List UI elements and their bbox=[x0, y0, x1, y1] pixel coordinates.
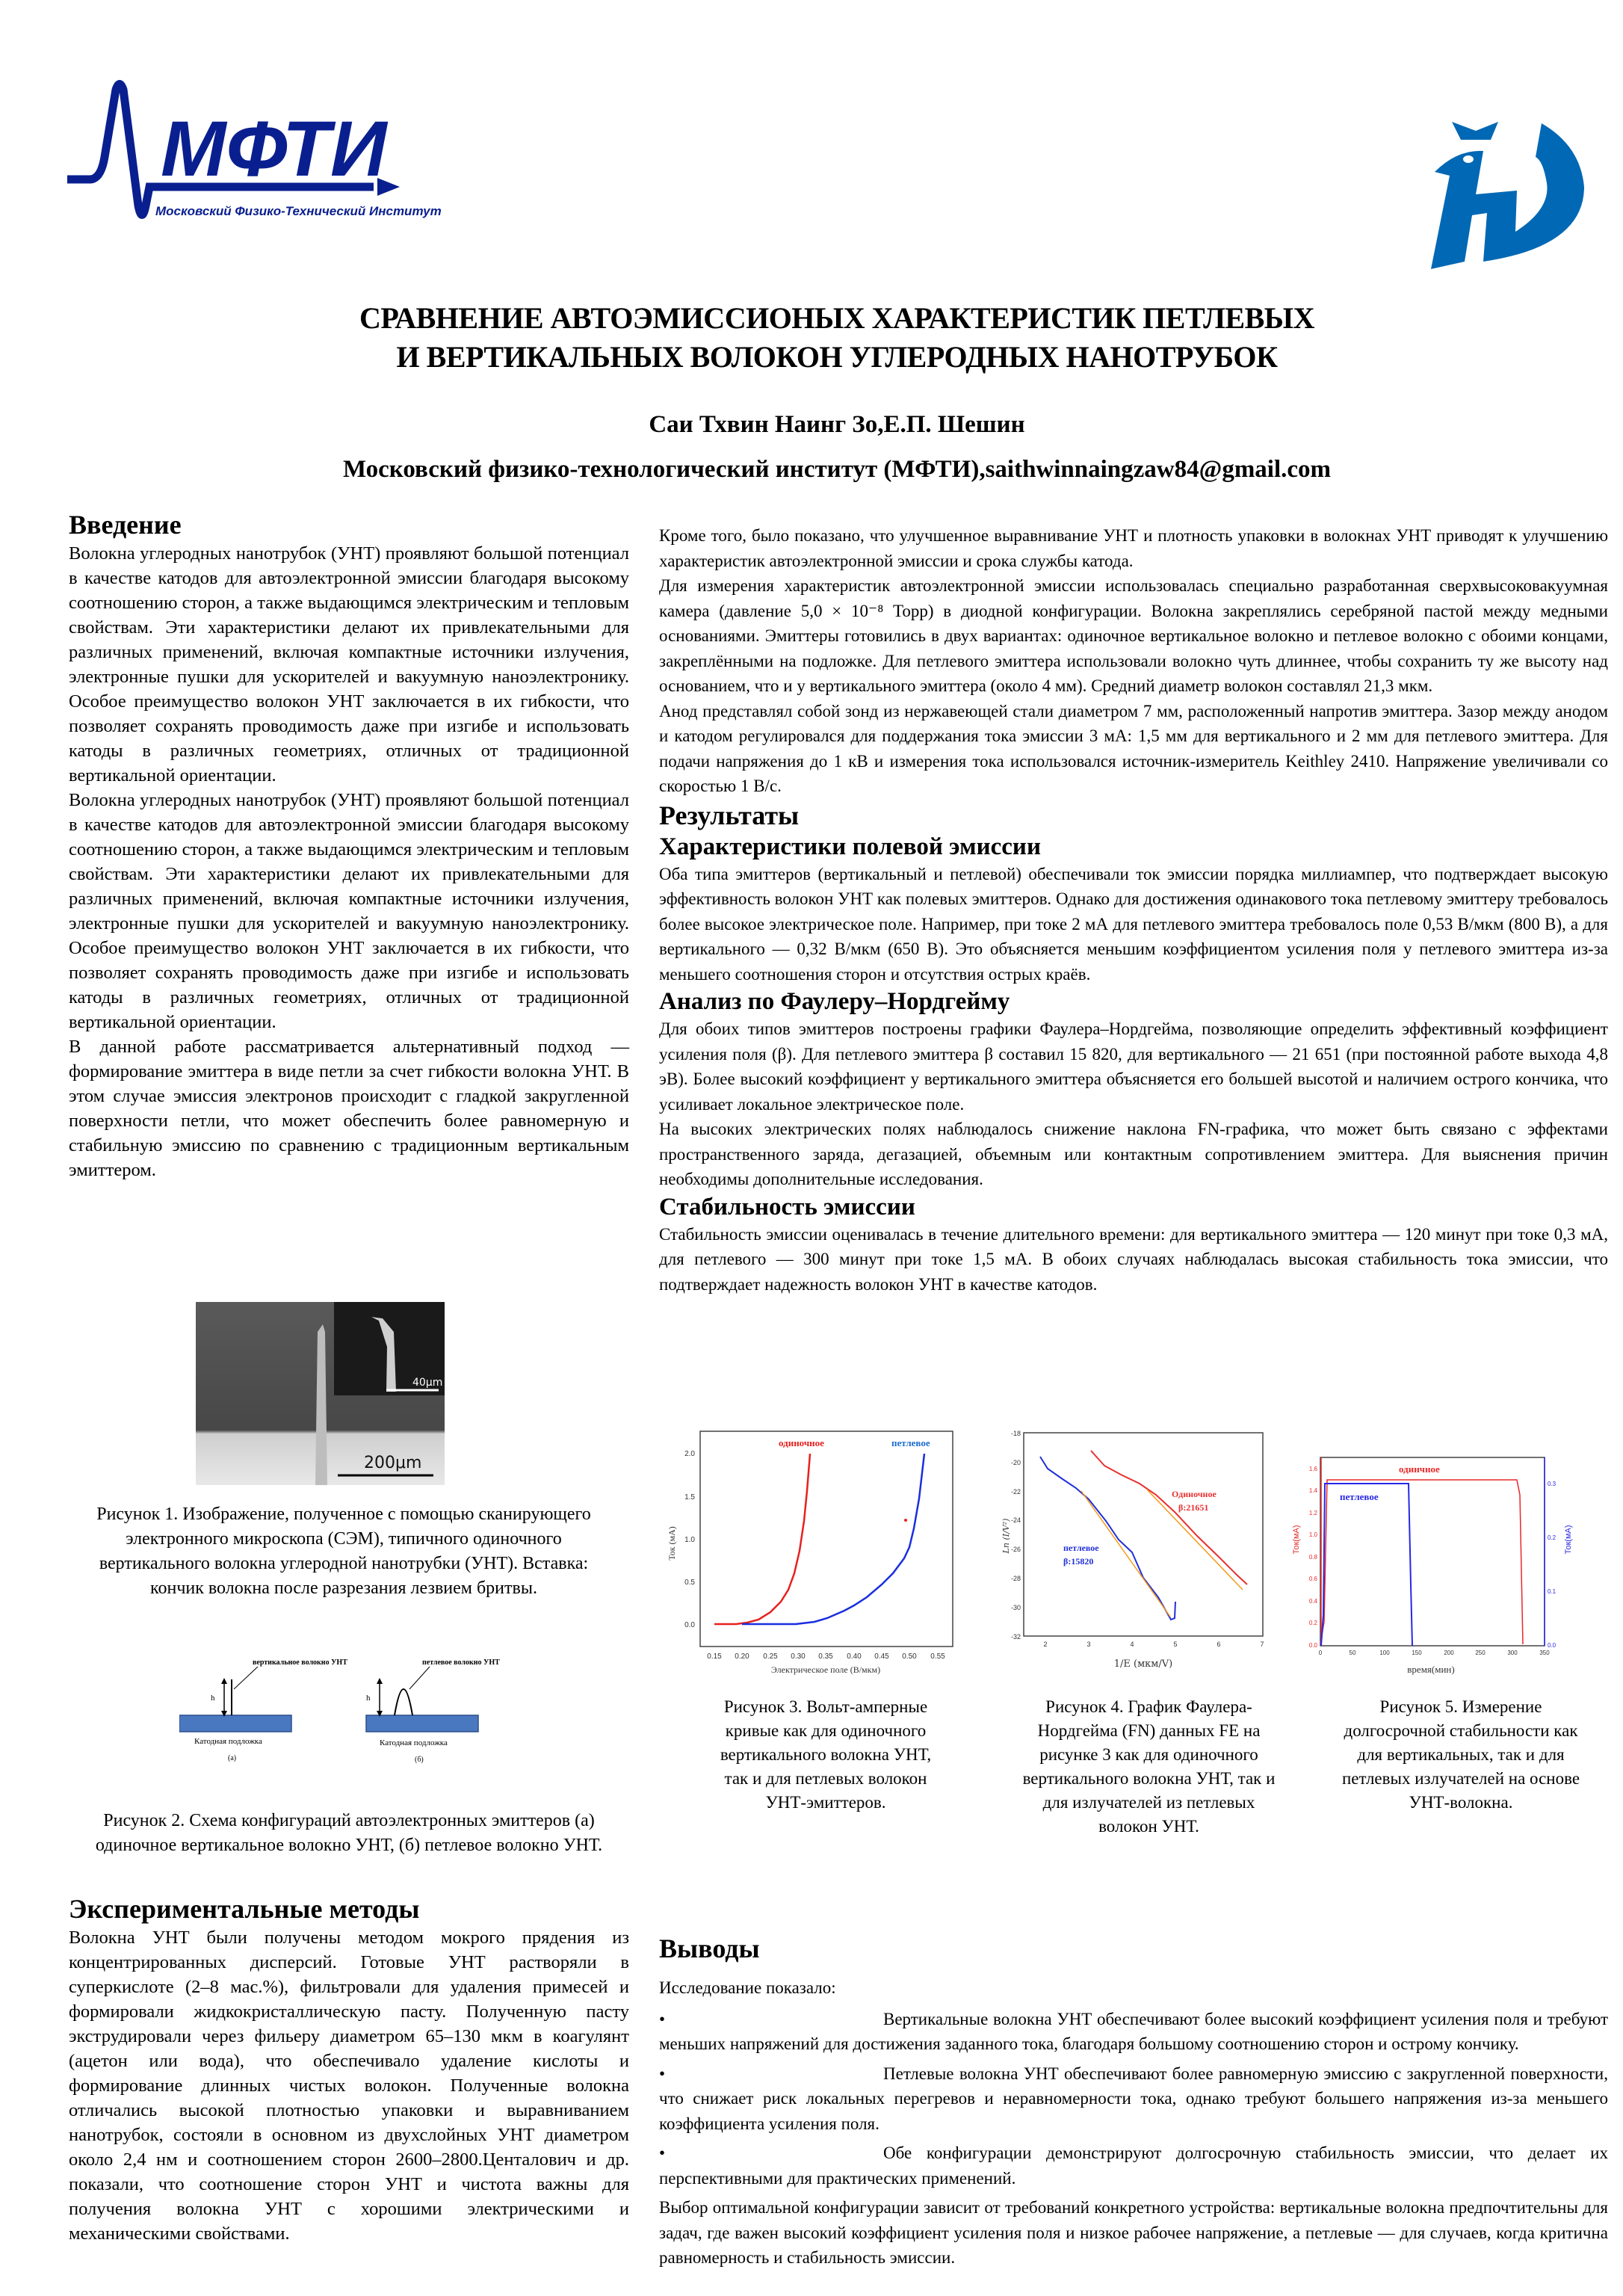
right-paragraph-2: Для измерения характеристик автоэлектронной эмиссии использовалась специально разработанная сверхвысоковакуумная камера (давление 5,0 × 10⁻⁸ Торр) в диодной конфигурации. Волокна закреплялись серебряной пастой между медными основаниями. Эмиттеры готовились в двух вариантах: одиночное вертикальное волокно и петлевое волокно с обоими концами, закреплёнными на подложке. Для петлевого эмиттера использовали волокно чуть длиннее, чтобы сохранить ту же высоту над основанием, что и у вертикального эмиттера (около 4 мм). Средний диаметр волокон составлял 21,3 мкм. bbox=[659, 576, 1608, 695]
svg-text:0.0: 0.0 bbox=[1308, 1642, 1317, 1649]
svg-text:7: 7 bbox=[1260, 1641, 1264, 1648]
svg-text:-26: -26 bbox=[1010, 1546, 1021, 1553]
svg-text:0.6: 0.6 bbox=[1308, 1576, 1317, 1582]
conclusions-heading: Выводы bbox=[659, 1934, 760, 1963]
figure1-caption: Рисунок 1. Изображение, полученное с помощью сканирующего электронного микроскопа (СЭМ), типичного одиночного вертикального волокна углеродной нанотрубки (УНТ). Вставка: кончик волокна после разрезания лезвием бритвы. bbox=[96, 1505, 591, 1598]
svg-text:0.1: 0.1 bbox=[1548, 1588, 1556, 1595]
methods-paragraph: Волокна УНТ были получены методом мокрого прядения из концентрированных дисперсий. Готовые УНТ растворяли в суперкислоте (2–8 мас.%), фильтровали для удаления примесей и формировали жидкокристаллическую пасту. Полученную пасту экструдировали через фильеру диаметром 65–130 мкм в коагулянт (ацетон или вода), что обеспечивало удаление кислоты и формирование длинных чистых волокон. Полученные волокна отличались высокой плотностью упаковки и выравниванием нанотрубок, состояли в основном из двухслойных УНТ диаметром около 2,4 нм и соотношением сторон 2600–2800.Центалович и др. показали, что соотношение сторон УНТ и чистота важны для получения волокна УНТ с хорошими электрическими и механическими свойствами. bbox=[69, 1928, 629, 2244]
svg-text:0.15: 0.15 bbox=[707, 1652, 722, 1661]
poster-title bbox=[224, 299, 1450, 377]
mipt-logo-text: МФТИ bbox=[161, 105, 387, 193]
svg-text:0.25: 0.25 bbox=[763, 1652, 778, 1661]
svg-text:0.50: 0.50 bbox=[902, 1652, 917, 1661]
svg-text:6: 6 bbox=[1217, 1641, 1221, 1648]
figure4-caption: Рисунок 4. График Фаулера-Нордгейма (FN) данных FE на рисунке 3 как для одиночного вертикального волокна УНТ, так и для излучателей из петлевых волокон УНТ. bbox=[1022, 1697, 1276, 1836]
svg-text:β:15820: β:15820 bbox=[1063, 1556, 1094, 1567]
mipt-logo-subtitle: Московский Физико-Технический Институт bbox=[155, 204, 442, 218]
svg-text:-32: -32 bbox=[1010, 1633, 1021, 1641]
fn-paragraph-1: Для обоих типов эмиттеров построены графики Фаулера–Нордгейма, позволяющие определить эффективный коэффициент усиления поля (β). Для петлевого эмиттера β составил 15 820, для вертикального — 21 651 (при постоянной работе выхода 4,8 эВ). Более высокий коэффициент у вертикального эмиттера объясняется его большей высотой и наличием острого кончика, что усиливает локальное электрическое поле. bbox=[659, 1019, 1608, 1114]
title-line-1: СРАВНЕНИЕ АВТОЭМИССИОНЫХ ХАРАКТЕРИСТИК ПЕТЛЕВЫХ bbox=[359, 301, 1314, 335]
conclusion-bullet: • Обе конфигурации демонстрируют долгосрочную стабильность эмиссии, что делает их перспективными для практических применений. bbox=[659, 2144, 1608, 2188]
title-line-2: И ВЕРТИКАЛЬНЫХ ВОЛОКОН УГЛЕРОДНЫХ НАНОТРУБОК bbox=[396, 340, 1278, 374]
results-heading: Результаты bbox=[659, 800, 800, 830]
svg-text:петлевое: петлевое bbox=[1340, 1491, 1379, 1502]
svg-text:0.3: 0.3 bbox=[1548, 1481, 1556, 1487]
svg-text:1.6: 1.6 bbox=[1308, 1466, 1317, 1472]
figure3-caption: Рисунок 3. Вольт-амперные кривые как для одиночного вертикального волокна УНТ, так и для петлевых волокон УНТ-эмиттеров. bbox=[720, 1697, 932, 1812]
svg-text:0.0: 0.0 bbox=[684, 1621, 695, 1629]
svg-text:0.2: 0.2 bbox=[1548, 1534, 1556, 1541]
svg-text:β:21651: β:21651 bbox=[1178, 1502, 1209, 1513]
svg-text:4: 4 bbox=[1130, 1641, 1134, 1648]
svg-text:-18: -18 bbox=[1010, 1430, 1021, 1437]
svg-text:Одиночное: Одиночное bbox=[1172, 1489, 1217, 1499]
svg-text:-24: -24 bbox=[1010, 1516, 1021, 1524]
fe-paragraph: Оба типа эмиттеров (вертикальный и петлевой) обеспечивали ток эмиссии порядка миллиампер, что подтверждает высокую эффективность волокон УНТ как полевых эмиттеров. Однако для достижения одинакового тока петлевому эмиттеру требовалось более высокое электрическое поле. Например, при токе 2 мА для петлевого эмиттера требовалось поле 0,53 В/мкм (800 В), а для вертикального — 0,32 В/мкм (650 В). Это объясняется меньшим коэффициентом усиления поля у петлевого эмиттера из-за меньшего соотношения сторон и отсутствия острых краёв. bbox=[659, 864, 1608, 984]
figure2-caption: Рисунок 2. Схема конфигураций автоэлектронных эмиттеров (а) одиночное вертикальное волокно УНТ, (б) петлевое волокно УНТ. bbox=[95, 1811, 603, 1855]
svg-text:h: h bbox=[366, 1694, 371, 1703]
conclusions-intro: Исследование показало: bbox=[659, 1978, 836, 1997]
svg-text:0.20: 0.20 bbox=[735, 1652, 749, 1661]
authors: Саи Тхвин Наинг Зо,Е.П. Шешин bbox=[649, 411, 1025, 438]
intro-paragraph-1: Волокна углеродных нанотрубок (УНТ) проявляют большой потенциал в качестве катодов для автоэлектронной эмиссии благодаря высокому соотношению сторон, а также выдающимся электрическим и тепловым свойствам. Эти характеристики делают их привлекательными для различных применений, включая компактные источники излучения, электронные пушки для ускорителей и вакуумную наноэлектронику. Особое преимущество волокон УНТ заключается в их гибкости, что позволяет сохранять проводимость даже при изгибе и использовать катоды в различных геометриях, отличных от традиционной вертикальной ориентации. bbox=[69, 543, 629, 786]
svg-text:петлевое: петлевое bbox=[891, 1437, 930, 1448]
svg-text:100: 100 bbox=[1379, 1650, 1390, 1656]
svg-text:200: 200 bbox=[1444, 1650, 1454, 1656]
svg-text:петлевое: петлевое bbox=[1063, 1543, 1099, 1553]
right-paragraph-3: Анод представлял собой зонд из нержавеющей стали диаметром 7 мм, расположенный напротив эмиттера. Зазор между анодом и катодом регулировался для поддержания тока эмиссии 3 мА: 1,5 мм для вертикального и 2 мм для петлевого эмиттера. Для подачи напряжения до 1 кВ и измерения тока использовался источник-измеритель Keithley 2410. Напряжение увеличивали со скоростью 1 В/с. bbox=[659, 701, 1608, 795]
svg-text:Катодная подложка: Катодная подложка bbox=[380, 1738, 448, 1747]
svg-text:Ток(мА): Ток(мА) bbox=[1293, 1525, 1301, 1555]
svg-text:-30: -30 bbox=[1010, 1604, 1021, 1611]
svg-text:Ln (I/V²): Ln (I/V²) bbox=[1001, 1518, 1011, 1554]
stability-heading: Стабильность эмиссии bbox=[659, 1193, 915, 1220]
vertical-fiber-label: вертикальное волокно УНТ bbox=[253, 1658, 347, 1667]
intro-paragraph-2: Волокна углеродных нанотрубок (УНТ) проявляют большой потенциал в качестве катодов для автоэлектронной эмиссии благодаря высокому соотношению сторон, а также выдающимся электрическим и тепловым свойствам. Эти характеристики делают их привлекательными для различных применений, включая компактные источники излучения, электронные пушки для ускорителей и вакуумную наноэлектронику. Особое преимущество волокон УНТ заключается в их гибкости, что позволяет сохранять проводимость даже при изгибе и использовать катоды в различных геометриях, отличных от традиционной вертикальной ориентации. bbox=[69, 790, 629, 1032]
svg-text:250: 250 bbox=[1475, 1650, 1486, 1656]
university-emblem-icon bbox=[1405, 105, 1584, 269]
mipt-logo bbox=[60, 75, 456, 254]
svg-text:50: 50 bbox=[1349, 1650, 1356, 1656]
left-column bbox=[69, 508, 629, 1182]
svg-text:0.35: 0.35 bbox=[818, 1652, 833, 1661]
figure3-iv-chart bbox=[661, 1424, 983, 1678]
svg-text:одиночное: одиночное bbox=[779, 1437, 824, 1448]
intro-paragraph-3: В данной работе рассматривается альтернативный подход — формирование эмиттера в виде петли за счет гибкости волокна УНТ. В этом случае эмиссия электронов происходит с гладкой закругленной поверхности петли, что может обеспечить более равномерную и стабильную эмиссию по сравнению с традиционным вертикальным эмиттером. bbox=[69, 1037, 629, 1180]
figure5-stability-chart bbox=[1293, 1435, 1607, 1682]
svg-text:0.30: 0.30 bbox=[791, 1652, 806, 1661]
fn-heading: Анализ по Фаулеру–Нордгейму bbox=[659, 988, 1010, 1015]
svg-text:(а): (а) bbox=[228, 1754, 237, 1762]
svg-text:Катодная подложка: Катодная подложка bbox=[194, 1737, 262, 1746]
svg-text:5: 5 bbox=[1173, 1641, 1178, 1648]
loop-fiber-label: петлевое волокно УНТ bbox=[422, 1658, 500, 1667]
svg-text:1/E (мкм/V): 1/E (мкм/V) bbox=[1113, 1658, 1173, 1670]
right-paragraph-1: Кроме того, было показано, что улучшенное выравнивание УНТ и плотность упаковки в волокнах УНТ приводят к улучшению характеристик автоэлектронной эмиссии и срока службы катода. bbox=[659, 526, 1608, 570]
svg-text:одинчное: одинчное bbox=[1399, 1463, 1440, 1475]
inset-scale-label: 40μm bbox=[412, 1377, 443, 1389]
svg-text:-20: -20 bbox=[1010, 1459, 1021, 1466]
svg-text:время(мин): время(мин) bbox=[1407, 1664, 1455, 1675]
conclusion-bullet: • Вертикальные волокна УНТ обеспечивают более высокий коэффициент усиления поля и требуют меньших напряжений для достижения заданного тока, благодаря большому соотношению сторон и острому кончику. bbox=[659, 2009, 1608, 2053]
methods-heading: Экспериментальные методы bbox=[69, 1894, 420, 1924]
svg-text:0.45: 0.45 bbox=[874, 1652, 889, 1661]
stability-paragraph: Стабильность эмиссии оценивалась в течение длительного времени: для вертикального эмиттера — 120 минут при токе 0,3 мА, для петлевого — 300 минут при токе 1,5 мА. В обоих случаях наблюдалась высокая стабильность тока эмиссии, что подтверждает надежность волокон УНТ в качестве катодов. bbox=[659, 1224, 1608, 1294]
fe-heading: Характеристики полевой эмиссии bbox=[659, 833, 1041, 860]
svg-text:Ток (мА): Ток (мА) bbox=[667, 1526, 677, 1561]
svg-text:0.5: 0.5 bbox=[684, 1578, 695, 1587]
svg-text:1.0: 1.0 bbox=[684, 1536, 695, 1544]
svg-text:0: 0 bbox=[1318, 1650, 1323, 1656]
figure2-schematic bbox=[179, 1655, 553, 1783]
svg-text:1.0: 1.0 bbox=[1308, 1531, 1317, 1538]
svg-text:1.5: 1.5 bbox=[684, 1493, 695, 1502]
svg-text:-22: -22 bbox=[1010, 1488, 1021, 1496]
svg-text:h: h bbox=[211, 1694, 215, 1703]
sem-image bbox=[196, 1302, 445, 1485]
svg-text:0.0: 0.0 bbox=[1548, 1642, 1556, 1649]
svg-text:150: 150 bbox=[1412, 1650, 1422, 1656]
figure5-caption: Рисунок 5. Измерение долгосрочной стабильности как для вертикальных, так и для петлевых излучателей на основе УНТ-волокна. bbox=[1341, 1697, 1580, 1812]
conclusions-section bbox=[659, 1932, 1608, 2271]
svg-text:0.40: 0.40 bbox=[847, 1652, 862, 1661]
intro-heading: Введение bbox=[69, 510, 182, 540]
svg-text:2.0: 2.0 bbox=[684, 1450, 695, 1458]
conclusions-final: Выбор оптимальной конфигурации зависит от требований конкретного устройства: вертикальные волокна предпочтительны для задач, где важен высокий коэффициент усиления поля и низкое рабочее напряжение, а петлевые — для случаев, когда критична равномерность и стабильность эмиссии. bbox=[659, 2198, 1608, 2267]
svg-text:0.8: 0.8 bbox=[1308, 1554, 1317, 1561]
conclusion-bullet: • Петлевые волокна УНТ обеспечивают более равномерную эмиссию с закругленной поверхности, что снижает риск локальных перегревов и неравномерности тока, однако требуют большего напряжения из-за меньшего коэффициента усиления поля. bbox=[659, 2064, 1608, 2133]
figure4-fn-chart bbox=[1001, 1424, 1285, 1678]
svg-text:0.55: 0.55 bbox=[930, 1652, 945, 1661]
affiliation: Московский физико-технологический институт (МФТИ),saithwinnaingzaw84@gmail.com bbox=[342, 456, 1332, 483]
fn-paragraph-2: На высоких электрических полях наблюдалось снижение наклона FN-графика, что может быть связано с эффектами пространственного заряда, дегазацией, объемным или контактным сопротивлением эмиттера. Для выяснения причин необходимы дополнительные исследования. bbox=[659, 1120, 1608, 1188]
methods-section bbox=[69, 1892, 629, 2246]
svg-text:1.4: 1.4 bbox=[1308, 1487, 1317, 1494]
svg-text:2: 2 bbox=[1043, 1641, 1048, 1648]
svg-text:-28: -28 bbox=[1010, 1575, 1021, 1582]
right-column bbox=[659, 523, 1608, 1297]
svg-text:Электрическое поле (В/мкм): Электрическое поле (В/мкм) bbox=[770, 1664, 881, 1675]
svg-text:300: 300 bbox=[1507, 1650, 1518, 1656]
svg-text:350: 350 bbox=[1539, 1650, 1550, 1656]
svg-text:3: 3 bbox=[1086, 1641, 1091, 1648]
svg-text:0.2: 0.2 bbox=[1308, 1620, 1317, 1626]
svg-text:Ток(мА): Ток(мА) bbox=[1564, 1525, 1573, 1555]
svg-text:(б): (б) bbox=[415, 1756, 424, 1764]
svg-text:0.4: 0.4 bbox=[1308, 1598, 1317, 1605]
svg-text:1.2: 1.2 bbox=[1308, 1510, 1317, 1516]
main-scale-label: 200μm bbox=[364, 1454, 422, 1472]
